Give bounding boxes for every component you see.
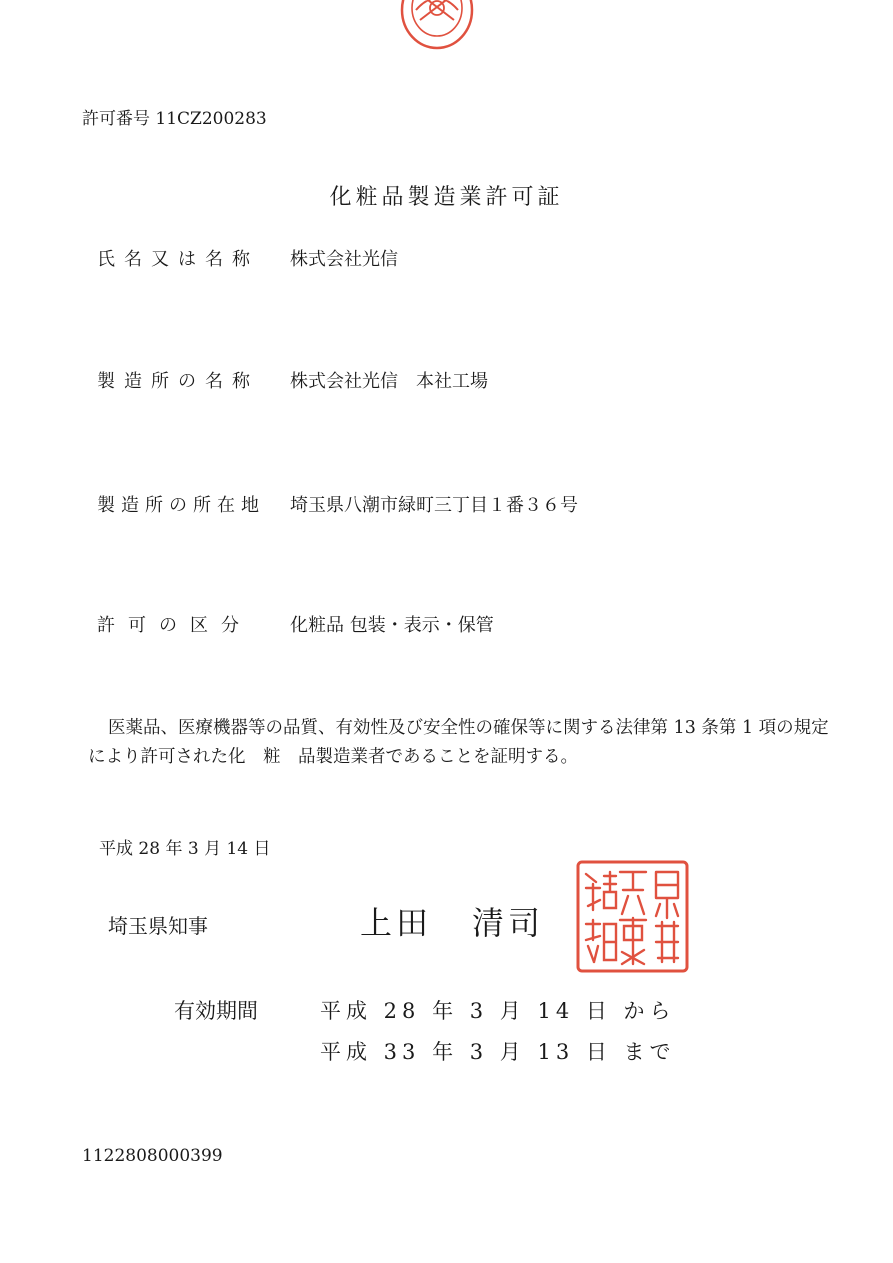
name-value: 株式会社光信 [290,249,398,270]
validity-label: 有効期間 [174,999,258,1023]
validity-to: 平成 33 年 3 月 13 日 まで [320,1040,676,1064]
official-seal [576,860,689,973]
validity-from: 平成 28 年 3 月 14 日 から [320,999,676,1023]
facility-name-label: 製造所の名称 [97,371,259,392]
governor-surname: 上田 [360,904,433,942]
serial-number: 1122808000399 [82,1146,223,1166]
document-title: 化粧品製造業許可証 [329,185,564,210]
facility-address-value: 埼玉県八潮市緑町三丁目１番３６号 [290,495,578,516]
governor-title: 埼玉県知事 [108,914,208,938]
permit-number: 許可番号 11CZ200283 [82,109,267,129]
facility-address-label: 製造所の所在地 [97,495,265,516]
name-label: 氏名又は名称 [97,249,259,270]
prefecture-emblem [398,0,476,52]
governor-name [360,898,584,944]
category-label: 許可の区分 [97,615,252,636]
issue-date: 平成 28 年 3 月 14 日 [99,839,271,859]
governor-given-name: 清司 [472,904,545,942]
facility-name-value: 株式会社光信 本社工場 [290,371,488,392]
certification-text: 医薬品、医療機器等の品質、有効性及び安全性の確保等に関する法律第 13 条第 1 項の規定により許可された化 粧 品製造業者であることを証明する。 [88,718,829,767]
category-value: 化粧品 包装・表示・保管 [290,615,494,636]
